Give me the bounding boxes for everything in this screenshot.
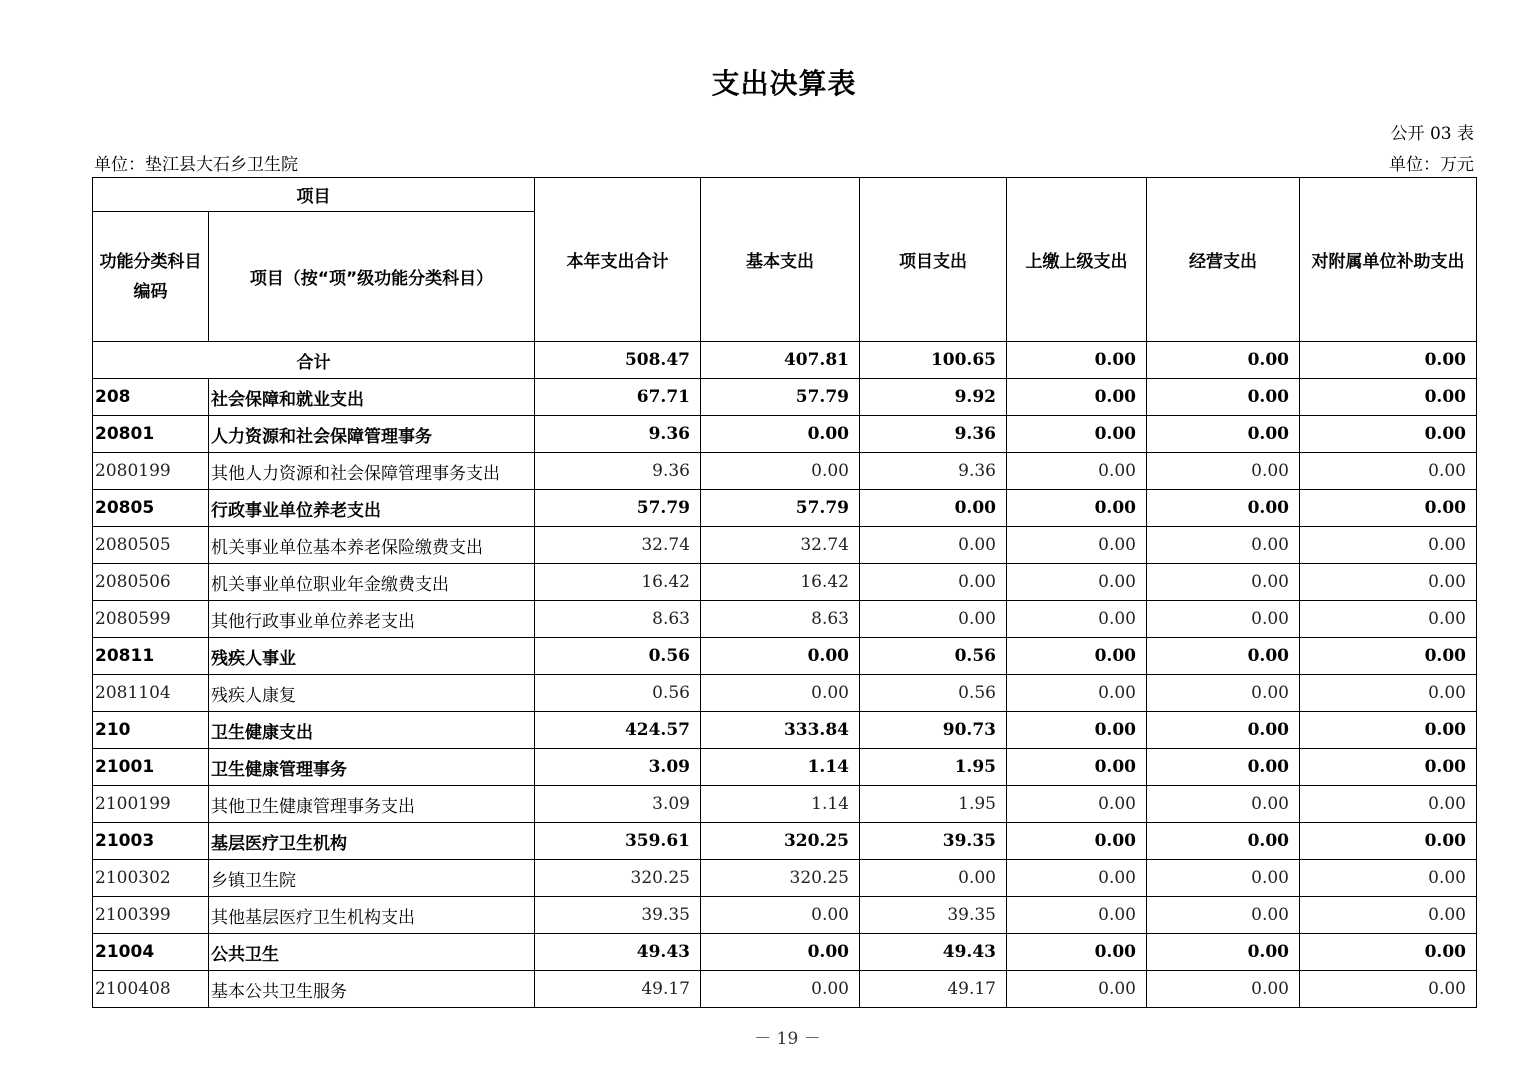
page-number: － 19 － xyxy=(754,1029,821,1049)
cell-project: 49.17 xyxy=(860,971,1007,1008)
cell-upper: 0.00 xyxy=(1007,897,1147,934)
cell-project: 0.00 xyxy=(860,490,1007,527)
cell-basic: 0.00 xyxy=(701,638,860,675)
cell-subsidy: 0.00 xyxy=(1300,712,1477,749)
expenditure-table xyxy=(92,177,1477,1008)
cell-basic: 320.25 xyxy=(701,823,860,860)
cell-project: 39.35 xyxy=(860,823,1007,860)
cell-project: 0.56 xyxy=(860,638,1007,675)
cell-total: 3.09 xyxy=(535,786,701,823)
cell-subsidy: 0.00 xyxy=(1300,971,1477,1008)
cell-subsidy: 0.00 xyxy=(1300,860,1477,897)
total-basic: 407.81 xyxy=(701,342,860,379)
table-row xyxy=(93,749,1477,786)
cell-upper: 0.00 xyxy=(1007,823,1147,860)
cell-basic: 0.00 xyxy=(701,675,860,712)
cell-business: 0.00 xyxy=(1147,897,1300,934)
cell-subsidy: 0.00 xyxy=(1300,564,1477,601)
cell-basic: 8.63 xyxy=(701,601,860,638)
cell-subsidy: 0.00 xyxy=(1300,527,1477,564)
cell-name: 残疾人康复 xyxy=(209,675,535,712)
table-row xyxy=(93,675,1477,712)
cell-basic: 1.14 xyxy=(701,786,860,823)
cell-project: 39.35 xyxy=(860,897,1007,934)
cell-total: 0.56 xyxy=(535,675,701,712)
cell-business: 0.00 xyxy=(1147,860,1300,897)
cell-name: 机关事业单位基本养老保险缴费支出 xyxy=(209,527,535,564)
cell-total: 32.74 xyxy=(535,527,701,564)
total-project: 100.65 xyxy=(860,342,1007,379)
cell-total: 9.36 xyxy=(535,453,701,490)
cell-basic: 320.25 xyxy=(701,860,860,897)
cell-business: 0.00 xyxy=(1147,971,1300,1008)
cell-subsidy: 0.00 xyxy=(1300,638,1477,675)
cell-upper: 0.00 xyxy=(1007,860,1147,897)
cell-business: 0.00 xyxy=(1147,749,1300,786)
cell-project: 0.00 xyxy=(860,527,1007,564)
cell-upper: 0.00 xyxy=(1007,416,1147,453)
cell-upper: 0.00 xyxy=(1007,749,1147,786)
header-item: 项目 xyxy=(93,178,535,212)
cell-upper: 0.00 xyxy=(1007,934,1147,971)
table-number: 公开 03 表 xyxy=(1390,124,1474,144)
cell-upper: 0.00 xyxy=(1007,712,1147,749)
cell-business: 0.00 xyxy=(1147,675,1300,712)
table-row xyxy=(93,601,1477,638)
cell-total: 57.79 xyxy=(535,490,701,527)
cell-code: 20805 xyxy=(93,490,209,527)
header-project: 项目支出 xyxy=(860,178,1007,342)
cell-basic: 32.74 xyxy=(701,527,860,564)
table-row xyxy=(93,490,1477,527)
total-subsidy: 0.00 xyxy=(1300,342,1477,379)
table-row xyxy=(93,638,1477,675)
cell-upper: 0.00 xyxy=(1007,601,1147,638)
cell-basic: 1.14 xyxy=(701,749,860,786)
header-total: 本年支出合计 xyxy=(535,178,701,342)
cell-subsidy: 0.00 xyxy=(1300,786,1477,823)
cell-total: 3.09 xyxy=(535,749,701,786)
cell-subsidy: 0.00 xyxy=(1300,416,1477,453)
total-row xyxy=(93,342,1477,379)
cell-subsidy: 0.00 xyxy=(1300,490,1477,527)
cell-basic: 0.00 xyxy=(701,934,860,971)
cell-subsidy: 0.00 xyxy=(1300,601,1477,638)
cell-code: 2080505 xyxy=(93,527,209,564)
table-row xyxy=(93,564,1477,601)
cell-basic: 57.79 xyxy=(701,379,860,416)
cell-name: 基层医疗卫生机构 xyxy=(209,823,535,860)
cell-code: 21003 xyxy=(93,823,209,860)
cell-name: 其他基层医疗卫生机构支出 xyxy=(209,897,535,934)
cell-subsidy: 0.00 xyxy=(1300,934,1477,971)
cell-name: 残疾人事业 xyxy=(209,638,535,675)
table-row xyxy=(93,971,1477,1008)
cell-project: 90.73 xyxy=(860,712,1007,749)
cell-name: 卫生健康支出 xyxy=(209,712,535,749)
cell-business: 0.00 xyxy=(1147,490,1300,527)
cell-project: 9.36 xyxy=(860,453,1007,490)
cell-basic: 0.00 xyxy=(701,971,860,1008)
cell-subsidy: 0.00 xyxy=(1300,675,1477,712)
header-row-1 xyxy=(93,178,1477,212)
cell-upper: 0.00 xyxy=(1007,786,1147,823)
table-row xyxy=(93,786,1477,823)
table-row xyxy=(93,416,1477,453)
cell-basic: 0.00 xyxy=(701,453,860,490)
cell-name: 卫生健康管理事务 xyxy=(209,749,535,786)
cell-code: 2080199 xyxy=(93,453,209,490)
table-row xyxy=(93,379,1477,416)
cell-subsidy: 0.00 xyxy=(1300,823,1477,860)
cell-business: 0.00 xyxy=(1147,823,1300,860)
cell-upper: 0.00 xyxy=(1007,379,1147,416)
organization-unit: 单位：垫江县大石乡卫生院 xyxy=(94,155,298,175)
currency-unit: 单位：万元 xyxy=(1389,155,1474,175)
cell-basic: 0.00 xyxy=(701,897,860,934)
table-row xyxy=(93,860,1477,897)
cell-project: 9.92 xyxy=(860,379,1007,416)
cell-project: 0.00 xyxy=(860,564,1007,601)
cell-subsidy: 0.00 xyxy=(1300,379,1477,416)
cell-business: 0.00 xyxy=(1147,601,1300,638)
cell-project: 0.00 xyxy=(860,601,1007,638)
cell-business: 0.00 xyxy=(1147,934,1300,971)
cell-total: 39.35 xyxy=(535,897,701,934)
cell-project: 0.56 xyxy=(860,675,1007,712)
cell-business: 0.00 xyxy=(1147,453,1300,490)
header-business: 经营支出 xyxy=(1147,178,1300,342)
cell-code: 2100302 xyxy=(93,860,209,897)
total-label: 合计 xyxy=(93,342,535,379)
cell-business: 0.00 xyxy=(1147,638,1300,675)
cell-total: 9.36 xyxy=(535,416,701,453)
cell-subsidy: 0.00 xyxy=(1300,453,1477,490)
cell-project: 1.95 xyxy=(860,749,1007,786)
cell-code: 21004 xyxy=(93,934,209,971)
cell-total: 320.25 xyxy=(535,860,701,897)
cell-project: 1.95 xyxy=(860,786,1007,823)
table-row xyxy=(93,527,1477,564)
cell-business: 0.00 xyxy=(1147,379,1300,416)
cell-basic: 0.00 xyxy=(701,416,860,453)
cell-code: 21001 xyxy=(93,749,209,786)
cell-basic: 57.79 xyxy=(701,490,860,527)
header-basic: 基本支出 xyxy=(701,178,860,342)
cell-upper: 0.00 xyxy=(1007,564,1147,601)
cell-total: 67.71 xyxy=(535,379,701,416)
cell-upper: 0.00 xyxy=(1007,527,1147,564)
page-title: 支出决算表 xyxy=(711,67,857,100)
cell-subsidy: 0.00 xyxy=(1300,897,1477,934)
cell-business: 0.00 xyxy=(1147,786,1300,823)
cell-upper: 0.00 xyxy=(1007,490,1147,527)
cell-business: 0.00 xyxy=(1147,712,1300,749)
cell-code: 20801 xyxy=(93,416,209,453)
table-row xyxy=(93,712,1477,749)
cell-name: 机关事业单位职业年金缴费支出 xyxy=(209,564,535,601)
cell-code: 210 xyxy=(93,712,209,749)
cell-name: 其他人力资源和社会保障管理事务支出 xyxy=(209,453,535,490)
cell-code: 208 xyxy=(93,379,209,416)
cell-name: 基本公共卫生服务 xyxy=(209,971,535,1008)
header-name: 项目（按“项”级功能分类科目） xyxy=(209,212,535,342)
cell-total: 49.17 xyxy=(535,971,701,1008)
cell-code: 2100199 xyxy=(93,786,209,823)
cell-upper: 0.00 xyxy=(1007,453,1147,490)
cell-total: 0.56 xyxy=(535,638,701,675)
cell-business: 0.00 xyxy=(1147,564,1300,601)
cell-name: 公共卫生 xyxy=(209,934,535,971)
cell-name: 其他行政事业单位养老支出 xyxy=(209,601,535,638)
total-total: 508.47 xyxy=(535,342,701,379)
total-business: 0.00 xyxy=(1147,342,1300,379)
cell-code: 20811 xyxy=(93,638,209,675)
cell-code: 2080599 xyxy=(93,601,209,638)
cell-upper: 0.00 xyxy=(1007,675,1147,712)
cell-total: 49.43 xyxy=(535,934,701,971)
cell-code: 2080506 xyxy=(93,564,209,601)
cell-total: 424.57 xyxy=(535,712,701,749)
header-code: 功能分类科目编码 xyxy=(93,212,209,342)
cell-total: 8.63 xyxy=(535,601,701,638)
cell-total: 16.42 xyxy=(535,564,701,601)
cell-project: 0.00 xyxy=(860,860,1007,897)
cell-upper: 0.00 xyxy=(1007,971,1147,1008)
table-row xyxy=(93,934,1477,971)
table-row xyxy=(93,823,1477,860)
cell-business: 0.00 xyxy=(1147,527,1300,564)
cell-upper: 0.00 xyxy=(1007,638,1147,675)
table-body xyxy=(93,178,1477,1008)
cell-name: 行政事业单位养老支出 xyxy=(209,490,535,527)
cell-code: 2081104 xyxy=(93,675,209,712)
cell-project: 49.43 xyxy=(860,934,1007,971)
cell-name: 社会保障和就业支出 xyxy=(209,379,535,416)
cell-code: 2100399 xyxy=(93,897,209,934)
cell-name: 人力资源和社会保障管理事务 xyxy=(209,416,535,453)
cell-basic: 333.84 xyxy=(701,712,860,749)
cell-code: 2100408 xyxy=(93,971,209,1008)
header-subsidy: 对附属单位补助支出 xyxy=(1300,178,1477,342)
table-row xyxy=(93,897,1477,934)
cell-name: 其他卫生健康管理事务支出 xyxy=(209,786,535,823)
header-upper: 上缴上级支出 xyxy=(1007,178,1147,342)
total-upper: 0.00 xyxy=(1007,342,1147,379)
cell-total: 359.61 xyxy=(535,823,701,860)
cell-basic: 16.42 xyxy=(701,564,860,601)
table-row xyxy=(93,453,1477,490)
cell-name: 乡镇卫生院 xyxy=(209,860,535,897)
cell-business: 0.00 xyxy=(1147,416,1300,453)
cell-project: 9.36 xyxy=(860,416,1007,453)
cell-subsidy: 0.00 xyxy=(1300,749,1477,786)
